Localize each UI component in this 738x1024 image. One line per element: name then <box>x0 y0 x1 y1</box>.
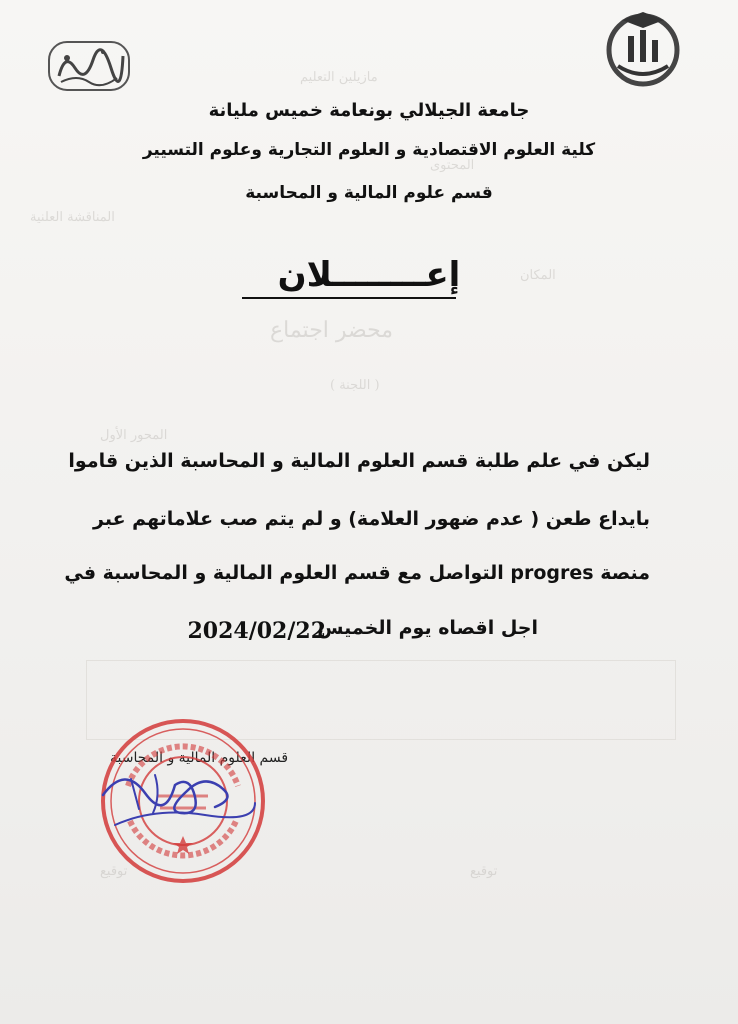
bleed-through-text: توقيع <box>100 864 128 879</box>
faculty-logo <box>600 6 686 88</box>
bleed-through-text: توقيع <box>470 864 498 879</box>
bleed-through-text: المكان <box>520 268 556 283</box>
handwritten-signature <box>95 755 260 845</box>
bleed-through-text: المناقشة العلنية <box>30 210 115 225</box>
announcement-line-4: اجل اقصاه يوم الخميس <box>317 617 538 639</box>
signature-department: قسم العلوم المالية و المحاسبة <box>110 750 289 766</box>
bleed-through-text: مازيلين التعليم <box>300 70 378 85</box>
bleed-through-text: المحور الأول <box>100 428 168 443</box>
faculty-name: كلية العلوم الاقتصادية و العلوم التجارية وعلوم التسيير <box>142 140 596 160</box>
announcement-line-2: بايداع طعن ( عدم ضهور العلامة) و لم يتم صب علاماتهم عبر <box>93 508 650 530</box>
bleed-through-text: محضر اجتماع <box>270 318 394 343</box>
title-underline <box>242 297 456 299</box>
university-logo <box>45 38 133 94</box>
bleed-through-text: المحتوى <box>430 158 475 173</box>
announcement-date: 2024/02/22 <box>187 618 326 644</box>
bleed-through-text: ( اللجنة ) <box>330 378 380 393</box>
announcement-line-3: منصة progres التواصل مع قسم العلوم المالية و المحاسبة في <box>64 562 650 584</box>
announcement-line-1: ليكن في علم طلبة قسم العلوم المالية و المحاسبة الذين قاموا <box>68 450 650 472</box>
announcement-title: إعــــــــلان <box>277 255 461 295</box>
department-name: قسم علوم المالية و المحاسبة <box>245 183 493 203</box>
university-name: جامعة الجيلالي بونعامة خميس مليانة <box>208 100 530 121</box>
